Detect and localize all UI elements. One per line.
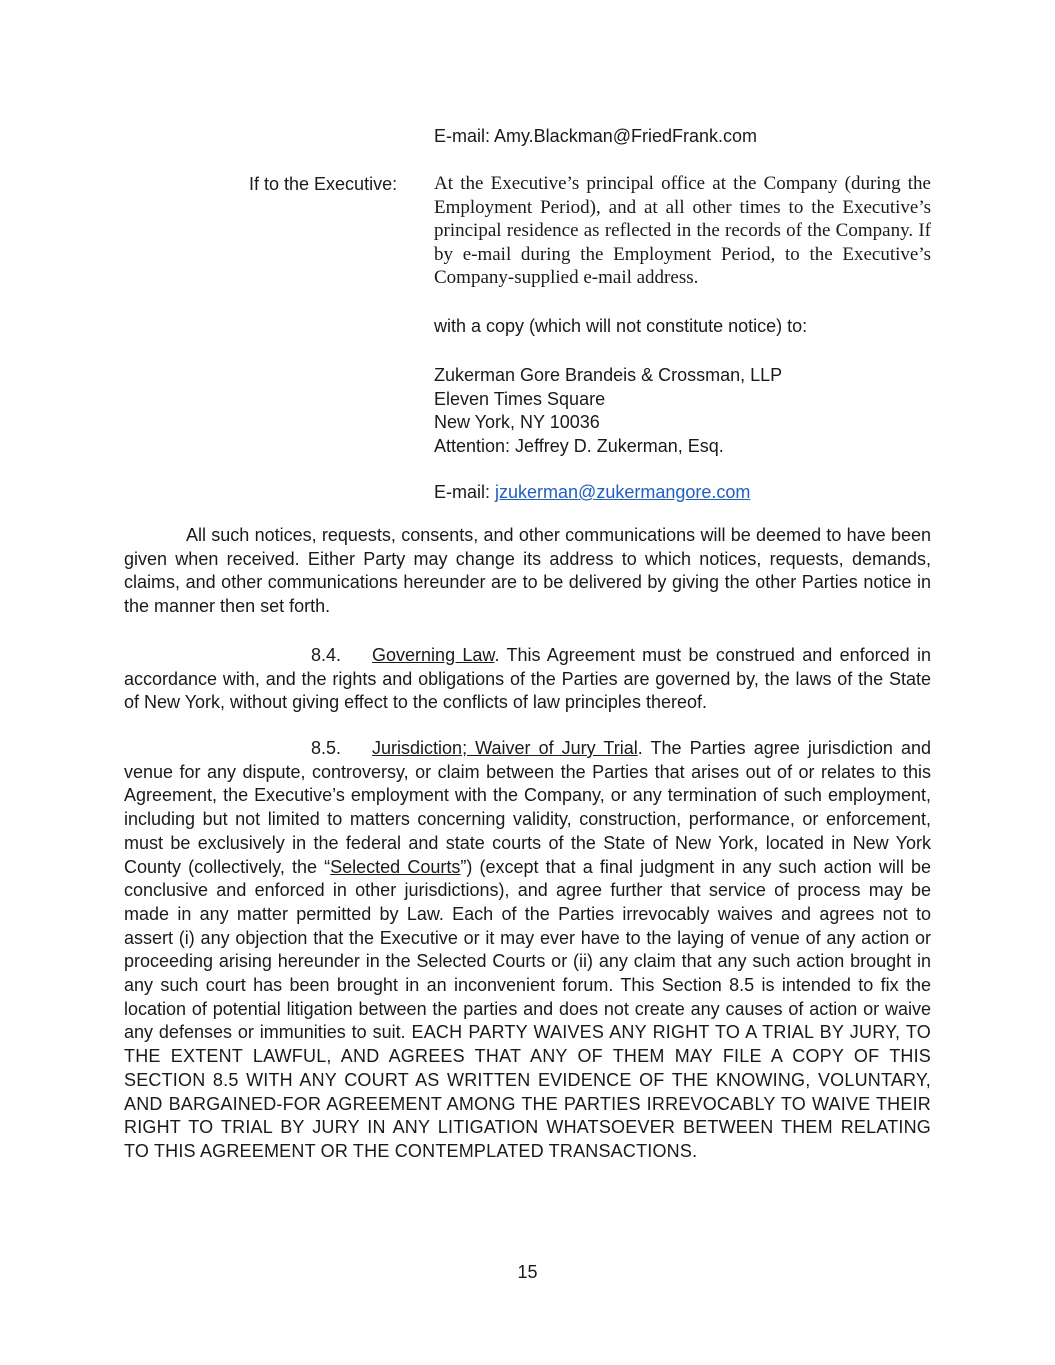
- section-8-4: [124, 644, 931, 715]
- section-8-4-heading: Governing Law: [372, 645, 495, 665]
- copy-address-block: [434, 364, 931, 458]
- email-label: E-mail:: [434, 482, 496, 502]
- attention-line: Attention: Jeffrey D. Zukerman, Esq.: [434, 435, 724, 456]
- section-8-5-text-a: . The Parties agree jurisdiction and venue for any dispute, controversy, or claim between the Parties that arises out of or relates to this Agreement, the Executive’s employment with the Company, or any termination of such employment, including but not limited to matters concerning validity, construction, performance, or enforcement, must be exclusively in the federal and state courts of the State of New York, located in New York County (collectively, the “: [124, 738, 931, 877]
- section-8-4-text: . This Agreement must be construed and enforced in accordance with, and the rights and obligations of the Parties are governed by, the laws of the State of New York, without giving effect to the conflicts of law principles thereof.: [124, 645, 931, 713]
- section-8-5-number: 8.5.: [311, 738, 342, 758]
- executive-address-text: At the Executive’s principal office at the Company (during the Employment Period), and at all other times to the Executive’s principal residence as reflected in the records of the Company. If by e-mail during the Employment Period, to the Executive’s Company-supplied e-mail address.: [434, 173, 931, 288]
- email-line-blackman: [434, 124, 757, 148]
- city-state-zip: New York, NY 10036: [434, 412, 600, 432]
- selected-courts-term: Selected Courts: [330, 856, 461, 877]
- section-8-4-number: 8.4.: [311, 645, 342, 665]
- section-8-5-text-b: ”) (except that a final judgment in any such action will be conclusive and enforced in other jurisdictions), and agree further that service of process may be made in any matter permitted by Law. Each of the Parties irrevocably waives and agrees not to assert (i) any objection that the Executive or it may ever have to the laying of venue of any action or proceeding arising hereunder in the Selected Courts or (ii) any claim that any such action brought in any such court has been brought in an inconvenient forum. This Section 8.5 is intended to fix the location of potential litigation between the parties and does not create any causes of action or waive any defenses or immunities to suit.: [124, 856, 931, 1043]
- email-address-blackman: Amy.Blackman@FriedFrank.com: [494, 126, 758, 146]
- notices-paragraph: All such notices, requests, consents, and other communications will be deemed to have been given when received. Either Party may change its address to which notices, requests, demands, claims, and other communications hereunder are to be delivered by giving the other Parties notice in the manner then set forth.: [124, 525, 931, 617]
- jury-waiver-caps-text: EACH PARTY WAIVES ANY RIGHT TO A TRIAL BY JURY, TO THE EXTENT LAWFUL, AND AGREES THAT ANY OF THEM MAY FILE A COPY OF THIS SECTION 8.5 WITH ANY COURT AS WRITTEN EVIDENCE OF THE KNOWING, VOLUNTARY, AND BARGAINED-FOR AGREEMENT AMONG THE PARTIES IRREVOCABLY TO WAIVE THEIR RIGHT TO TRIAL BY JURY IN ANY LITIGATION WHATSOEVER BETWEEN THEM RELATING TO THIS AGREEMENT OR THE CONTEMPLATED TRANSACTIONS.: [124, 1022, 931, 1161]
- section-8-5: [124, 737, 931, 1164]
- executive-label: If to the Executive:: [249, 174, 398, 194]
- page-number: 15: [517, 1262, 538, 1282]
- email-link-zukerman[interactable]: jzukerman@zukermangore.com: [495, 482, 751, 502]
- firm-name: Zukerman Gore Brandeis & Crossman, LLP: [434, 365, 783, 385]
- street-address: Eleven Times Square: [434, 388, 606, 409]
- email-line-zukerman: [434, 480, 750, 504]
- section-8-5-heading: Jurisdiction; Waiver of Jury Trial: [372, 738, 638, 758]
- email-label: E-mail:: [434, 126, 495, 146]
- copy-notice-line: with a copy (which will not constitute notice) to:: [434, 316, 808, 336]
